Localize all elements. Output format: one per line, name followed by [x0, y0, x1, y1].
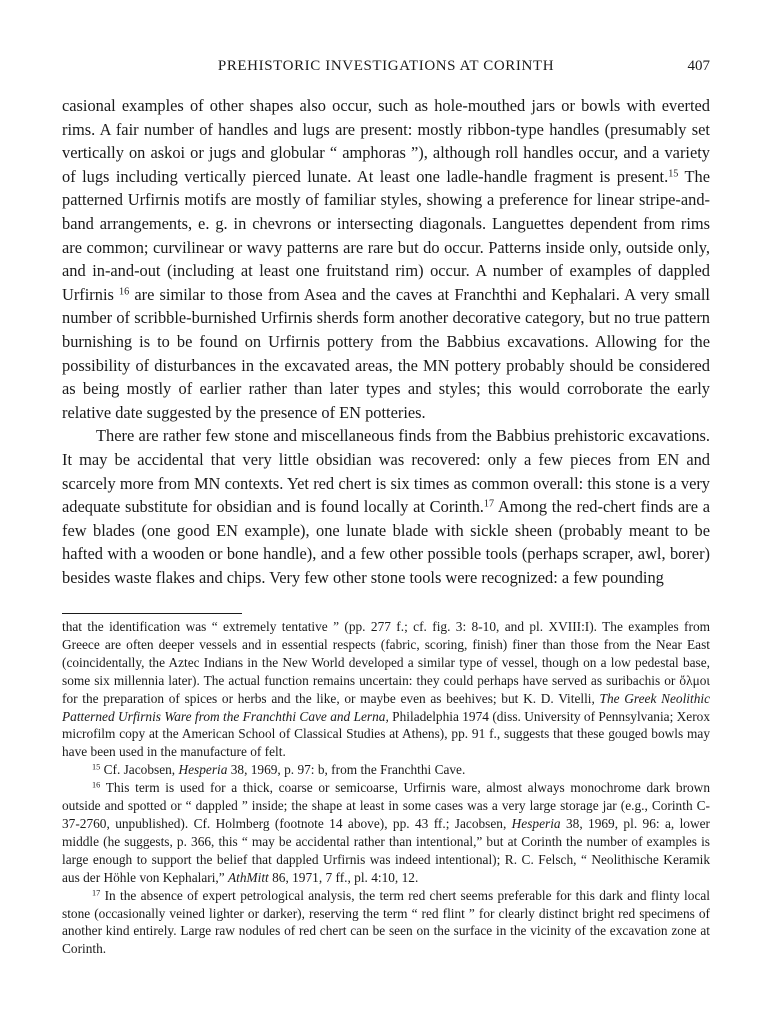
text-run: Among the red-chert finds are a few blades (one good EN example), one lunate blade with sickle sheen (probably meant to be hafted with a wooden or bone handle), and a few other possible tools (perhaps scraper, awl, borer) besides waste flakes and chips. Very few other stone tools were recognized: a few pounding [62, 497, 710, 587]
footnote-ref: 15 [668, 168, 679, 180]
footnote-ref: 17 [483, 498, 495, 510]
text-run: 86, 1971, 7 ff., pl. 4:10, 12. [268, 869, 419, 885]
footnote-number: 15 [92, 762, 101, 772]
page-header [62, 58, 710, 75]
text-run: are similar to those from Asea and the caves at Franchthi and Kephalari. A very small number of scribble-burnished Urfirnis sherds form another decorative category, but no true pattern burnishing is to be found on Urfirnis pottery from the Babbius excavations. Allowing for the possibility of disturbances in the excavated areas, the MN pottery probably should be considered as being mostly of earlier rather than later types and styles; this would corroborate the early relative date suggested by the presence of EN potteries. [62, 284, 710, 422]
footnotes [62, 618, 710, 958]
paragraph [62, 424, 710, 589]
paragraph [62, 94, 710, 424]
text-run: 38, 1969, pl. 96: a, lower middle (he suggests, p. 366, this “ may be accidental rather than intentional,” but at Corinth the number of examples is large enough to support the belief that dappled Urfirnis was indeed intentional); R. C. Felsch, “ Neolithische Keramik aus der Höhle von Kephalari,” [62, 815, 710, 885]
footnote-number: 16 [92, 780, 101, 790]
main-text [62, 94, 710, 589]
footnote-divider [62, 613, 242, 614]
footnote-16 [62, 779, 710, 886]
footnote-number: 17 [92, 888, 101, 898]
text-run: casional examples of other shapes also occur, such as hole-mouthed jars or bowls with everted rims. A fair number of handles and lugs are present: mostly ribbon-type handles (presumably set vertically on askoi or jugs and globular “ amphoras ”), although roll handles occur, and a variety of lugs including vertically pierced lunate. At least one ladle-handle fragment is present. [62, 96, 710, 186]
footnote-continuation [62, 618, 710, 761]
footnote-15 [62, 761, 710, 779]
journal-title: AthMitt [228, 869, 269, 885]
text-run: 38, 1969, p. 97: b, from the Franchthi Cave. [227, 762, 466, 778]
journal-title: Hesperia [511, 815, 561, 831]
text-run: This term is used for a thick, coarse or semicoarse, Urfirnis ware, almost always monochrome dark brown outside and spotted or “ dappled ” inside; the shape at least in some cases was a very large storage jar (e.g., Corinth C-37-2760, unpublished). Cf. Holmberg (footnote 14 above), pp. 43 ff.; Jacobsen, [62, 780, 710, 831]
text-run: The patterned Urfirnis motifs are mostly of familiar styles, showing a preference for linear stripe-and-band arrangements, e. g. in chevrons or intersecting diagonals. Languettes dependent from rims are common; curvilinear or wavy patterns are rare but do occur. Patterns inside only, outside only, and in-and-out (including at least one fruitstand rim) occur. A number of examples of dappled Urfirnis [62, 166, 710, 304]
text-run: Philadelphia 1974 (diss. University of Pennsylvania; Xerox microfilm copy at the American School of Classical Studies at Athens), pp. 91 f., suggests that these gouged bowls may have been used in the manufacture of felt. [62, 708, 711, 760]
book-title: The Greek Neolithic Patterned Urfirnis Ware from the Franchthi Cave and Lerna, [62, 690, 711, 724]
running-head: PREHISTORIC INVESTIGATIONS AT CORINTH [217, 58, 555, 74]
footnote-17 [62, 887, 710, 959]
page-number: 407 [687, 58, 710, 74]
text-run: Cf. Jacobsen, [100, 762, 179, 778]
footnote-ref: 16 [119, 286, 130, 298]
text-run: In the absence of expert petrological analysis, the term red chert seems preferable for this dark and flinty local stone (occasionally veined lighter or darker), reserving the term “ red flint ” for clearly distinct bright red specimens of another kind entirely. Large raw nodules of red chert can be seen on the surface in the vicinity of the excavation zone at Corinth. [62, 887, 710, 957]
text-run: There are rather few stone and miscellaneous finds from the Babbius prehistoric excavations. It may be accidental that very little obsidian was recovered: only a few pieces from EN and scarcely more from MN contexts. Yet red chert is six times as common overall: this stone is a very adequate substitute for obsidian and is found locally at Corinth. [62, 426, 710, 517]
text-run: that the identification was “ extremely tentative ” (pp. 277 f.; cf. fig. 3: 8-10, and pl. XVIII:I). The examples from Greece are often deeper vessels and in essential respects (fabric, scoring, finish) finer than those from the Near East (coincidentally, the Aztec Indians in the New World developed a similar type of vessel, though on a low pedestal base, some six millennia later). The actual function remains uncertain: they could perhaps have served as suribachis or ὄλμοι for the preparation of spices or herbs and the like, or maybe even as beehives; but K. D. Vitelli, [62, 619, 710, 706]
journal-title: Hesperia [178, 762, 228, 778]
